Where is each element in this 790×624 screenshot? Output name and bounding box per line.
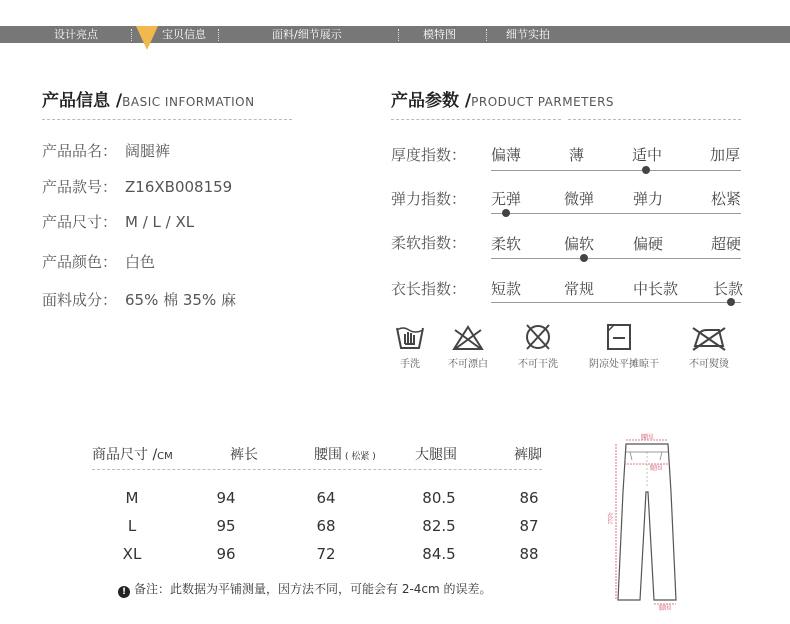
param-option: 无弹 — [491, 190, 522, 208]
hem-cell: 88 — [519, 545, 539, 563]
param-option: 短款 — [491, 280, 522, 298]
param-option: 偏硬 — [633, 235, 664, 253]
nav-item-model[interactable]: 模特图 — [423, 28, 456, 41]
care-item-no-bleach: 不可漂白 — [438, 322, 498, 370]
param-option: 加厚 — [710, 146, 741, 164]
waist-cell: 68 — [316, 517, 336, 535]
pants-outline — [618, 444, 676, 600]
param-indicator-softness — [580, 254, 588, 262]
hem-cell: 86 — [519, 489, 539, 507]
thigh-cell: 84.5 — [422, 545, 456, 563]
no-bleach-icon — [451, 322, 485, 352]
size-cell: L — [127, 517, 137, 535]
nav-divider — [218, 29, 219, 41]
param-option: 松紧 — [711, 190, 742, 208]
product-info-heading: 产品信息 /BASIC INFORMATION — [42, 91, 255, 111]
waist-cell: 64 — [316, 489, 336, 507]
param-option: 长款 — [713, 280, 744, 298]
info-row-size: 产品尺寸： M / L / XL — [42, 213, 195, 231]
waist-label: 腰围 — [640, 434, 654, 441]
nav-item-fabric[interactable]: 面料/细节展示 — [272, 28, 342, 41]
nav-divider — [486, 29, 487, 41]
info-row-fabric: 面料成分： 65% 棉 35% 麻 — [42, 291, 236, 309]
param-track-elasticity — [491, 213, 741, 214]
param-track-thickness — [491, 170, 741, 171]
hem-label: 脚围 — [658, 605, 672, 612]
table-divider — [92, 469, 542, 470]
care-item-no-iron: 不可熨烫 — [679, 322, 739, 370]
param-track-length — [491, 302, 741, 303]
hem-cell: 87 — [519, 517, 539, 535]
param-label-length: 衣长指数： — [391, 280, 467, 298]
no-iron-icon — [689, 322, 729, 352]
param-option: 偏薄 — [491, 146, 522, 164]
info-row-name: 产品品名： 阔腿裤 — [42, 142, 171, 160]
hand-wash-icon — [394, 322, 426, 352]
nav-divider — [398, 29, 399, 41]
size-cell: M — [125, 489, 139, 507]
shade-flat-dry-icon — [603, 322, 635, 352]
warning-icon: ! — [118, 586, 130, 598]
length-cell: 95 — [216, 517, 236, 535]
measurement-note: ! 备注：此数据为平铺测量，因方法不同，可能会有 2-4cm 的误差。 — [118, 580, 492, 598]
care-item-shade-dry: 阴凉处平摊晾干 — [589, 322, 649, 370]
top-nav — [0, 26, 790, 43]
param-option: 常规 — [564, 280, 595, 298]
product-params-heading: 产品参数 /PRODUCT PARMETERS — [391, 91, 615, 111]
param-label-elasticity: 弹力指数： — [391, 190, 467, 208]
active-tab-marker — [136, 26, 158, 50]
param-label-softness: 柔软指数： — [391, 234, 467, 252]
param-track-softness — [491, 258, 741, 259]
param-option: 适中 — [632, 146, 663, 164]
length-cell: 96 — [216, 545, 236, 563]
nav-item-detail[interactable]: 细节实拍 — [506, 28, 550, 41]
column-header-hem: 裤脚 — [514, 447, 542, 463]
thigh-cell: 82.5 — [422, 517, 456, 535]
divider — [42, 119, 292, 120]
param-option: 中长款 — [633, 280, 679, 298]
length-label: 衣长 — [605, 512, 613, 524]
column-header-waist: 腰围 ( 松紧 ) — [314, 447, 376, 463]
thigh-label: 腿围 — [649, 465, 663, 472]
param-label-thickness: 厚度指数： — [391, 146, 467, 164]
nav-item-design[interactable]: 设计亮点 — [54, 28, 98, 41]
nav-divider — [131, 29, 132, 41]
thigh-cell: 80.5 — [422, 489, 456, 507]
param-option: 微弹 — [564, 190, 595, 208]
param-option: 弹力 — [633, 190, 664, 208]
param-option: 薄 — [569, 146, 585, 164]
info-row-style-number: 产品款号： Z16XB008159 — [42, 178, 233, 196]
pants-measurement-diagram — [596, 430, 696, 612]
param-indicator-thickness — [642, 166, 650, 174]
param-indicator-length — [727, 298, 735, 306]
no-dry-clean-icon — [522, 322, 554, 352]
waist-cell: 72 — [316, 545, 336, 563]
column-header-length: 裤长 — [230, 447, 258, 463]
nav-item-info[interactable]: 宝贝信息 — [162, 28, 206, 41]
care-item-hand-wash: 手洗 — [380, 322, 440, 370]
length-cell: 94 — [216, 489, 236, 507]
param-option: 柔软 — [491, 235, 522, 253]
care-item-no-dry-clean: 不可干洗 — [508, 322, 568, 370]
size-cell: XL — [122, 545, 142, 563]
param-option: 偏软 — [564, 235, 595, 253]
param-indicator-elasticity — [502, 209, 510, 217]
column-header-thigh: 大腿围 — [415, 447, 457, 463]
size-table-title: 商品尺寸 /CM — [92, 447, 173, 463]
divider — [568, 119, 741, 120]
param-option: 超硬 — [711, 235, 742, 253]
info-row-color: 产品颜色： 白色 — [42, 253, 156, 271]
divider — [391, 119, 561, 120]
